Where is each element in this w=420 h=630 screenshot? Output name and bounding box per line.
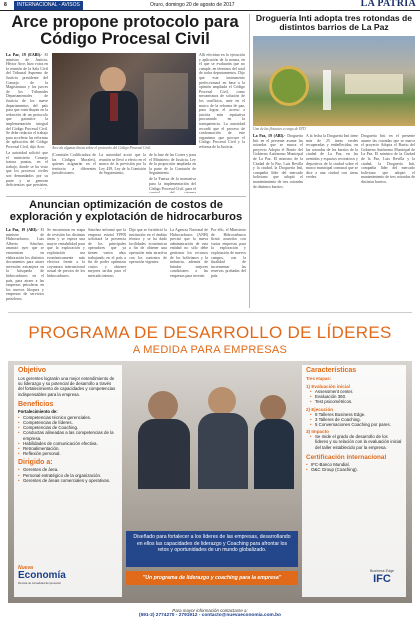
list-item: • Gerentes de áreas comerciales y operativas. xyxy=(18,478,118,483)
ad-title: PROGRAMA DE DESARROLLO DE LÍDERES xyxy=(28,323,392,342)
list-item: • 3 Talleres de Coaching. xyxy=(310,417,402,422)
contact-line[interactable]: (591-2) 2774270 - 2791912 - contacto@nuevaeconomia.com.bo xyxy=(139,613,281,618)
certificacion-heading: Certificación internacional xyxy=(306,453,387,461)
dirigido-heading: Dirigido a: xyxy=(18,459,53,467)
story2-headline: Droguería Inti adopta tres rotondas de distintos barrios de La Paz xyxy=(255,13,413,33)
list-item: • 5 Conversaciones Coaching por pares. xyxy=(310,422,402,427)
contact-intro: Para mayor información contactarse a: xyxy=(172,608,248,613)
story1-source: La Paz, 19 (EABI).- xyxy=(6,53,43,57)
ifc-logo: Business Edge IFC xyxy=(370,569,394,585)
story3-col6: Por ello, el Ministerio de Hidrocarburos firmó acuerdos con varias empresas para la exploración y explotación de nuevos campos, con la finalidad de incrementar las reservas probadas del país. xyxy=(211,228,246,278)
person-head-shape xyxy=(100,67,126,93)
story3-col5: La Agencia Nacional de Hidrocarburos (ANH) precisó que la nueva administración de esta entidad no sólo debe gestionar los recursos de los bolivianos y la industria, además de brindar mejores condiciones a las empresas para invertir. xyxy=(170,228,208,278)
list-item: • Conductas alineadas a las competencias de la empresa. xyxy=(18,430,118,440)
leadership-program-ad xyxy=(8,312,412,630)
list-item: • Habilidades de comunicación efectiva. xyxy=(18,441,118,446)
objetivo-text: Los gerentes lograrán una mejor entendimiento de su liderazgo y su potencial de desarrollo a través del fortalecimiento de capacidades y competencias indispensables para la empresa. xyxy=(18,376,116,397)
list-item: • Reflexión personal. xyxy=(18,451,118,456)
list-item: • Test psicométricos. xyxy=(310,399,402,404)
rotonda-shape xyxy=(269,66,309,106)
story1-col1: La Paz, 19 (EABI).- El ministro de Justicia, Héctor Arce, hizo votos en la reunión de la Sala Civil del Tribunal Supremo de Justicia presidente del Consejo de la Magistratura y los jueces de los Tribunales Departamentales de Justicia de los nueve departamentos del país para que contribuyan en la redacción de un protocolo que garantice la implementación integral del Código Procesal Civil. Se debe redactar el trabajo para accelerar las reformas de aplicación del Código Procesal Civil, dijo Arce. La autoridad solicitó que el ministerio Consejo tratara puntos, en el trabajo, donde se ha visto que los procesos civiles son demandados por su parte y se generan deficiencias que persisten, xyxy=(6,53,48,188)
list-item: • Gerentes de área. xyxy=(18,467,118,472)
divider xyxy=(6,196,246,197)
beneficios-list xyxy=(18,415,118,457)
story2-col1: La Paz, 19 (ABI).- Droguería Inti en el presente asume las rotondas que se marca el proyecto Adopta el Barrio del Gobierno Autónomo Municipal de La Paz. El ministro de la Ciudad de la Paz, Luis Revilla y la ciudad, la Droguería Inti, compañía líder del mercado boliviano que adoptó el mantenimiento de tres rotondas de distintos barrios. xyxy=(253,134,303,189)
list-item: • O&C Group (Coaching). xyxy=(306,467,402,472)
story3-col3: Sánchez informó que la empresa estatal YPFB solicitará la presencia de los principales operadores que ya tienen varios años trabajando en el país a fin de poder optimizar costos y obtener mejores tarifas para el mercado interno. xyxy=(88,228,126,278)
stage-heading: 3) Impacto xyxy=(306,429,329,435)
dirigido-list xyxy=(18,467,118,483)
story1-caption: Arce da algunas líneas sobre el protocolo del Código Procesal Civil. xyxy=(52,146,151,150)
story1-col4: La autoridad acotó que la reunión se llevó a efecto en el marco de la previsión por la Ley 439, Ley de la Comisión de Seguimiento, xyxy=(99,153,146,176)
beneficios-sub: Fortalecimiento de: xyxy=(18,408,58,414)
story2-photo xyxy=(253,36,415,126)
newspaper-logo: LA PATRIA xyxy=(360,0,416,9)
page-header xyxy=(0,0,420,11)
ad-subtitle: A MEDIDA PARA EMPRESAS xyxy=(132,344,288,356)
story1-headline: Arce propone protocolo para Código Procesal Civil xyxy=(11,13,239,49)
certificacion-list xyxy=(306,462,402,472)
ad-right-panel xyxy=(302,365,406,597)
person-suit-shape xyxy=(254,419,294,489)
ad-slogan: "Un programa de liderazgo y coaching para la empresa" xyxy=(126,571,298,585)
list-item: • Competencias técnico gerenciales. xyxy=(18,415,118,420)
list-item: • Competencias de líderes. xyxy=(18,420,118,425)
story3-source: La Paz, 19 (ABI).- xyxy=(6,228,39,232)
story1-col3: (Comisión Codificadora de las Códigos Morales), quienes asignarán en el territorio a diferentes jurisdicciones. xyxy=(52,153,96,176)
story2-source: La Paz, 19 (ABI).- xyxy=(253,134,286,138)
person-suit-shape xyxy=(198,413,248,489)
objetivo-heading: Objetivo xyxy=(18,367,47,374)
section-label: INTERNACIONAL - AVISOS xyxy=(14,1,83,10)
nueva-economia-logo: Nueva Economía Revista de Actualidad Empresarial xyxy=(18,565,66,585)
list-item: • Competencias de Coaching. xyxy=(18,425,118,430)
person-head-shape xyxy=(260,395,286,421)
story3-headline: Anuncian optimización de costos de exploración y explotación de hidrocarburos xyxy=(9,199,243,223)
story1-col5: Allí efectúan en la ejecución y aplicación de la norma, en el que se evaluarán que no cumple, en términos del total de todos departamentos. Dijo que este instrumento perfeccionará en base a la opinión ampliada el Código Procesal Civil, como mecanismos de solución de los conflictos, ante en el marco de la reforma de paz, para lograr el acceso a justicia más equitativa procurando en la transparencia. La autoridad recordó que el proceso de conformación de este organismo que procure el Código Procesal Civil y la reforma de la Justicia. xyxy=(199,53,245,149)
list-item: • Evaluación 360. xyxy=(310,394,402,399)
list-item: • Assessment center. xyxy=(310,389,402,394)
ad-left-panel xyxy=(14,365,122,597)
ad-photo xyxy=(8,361,412,603)
ad-center-box: Diseñado para fortalecer a los líderes de las empresas, desarrollando en ellos las capacidades de liderazgo y Coaching para afrontar los retos y oportunidades de un mundo globalizado. xyxy=(126,531,298,567)
story3-col2: Se encuentran en etapa de revisión las distintas áreas y se espera una mayor rentabilidad para que la exploración y explotación sea económicamente más efectiva frente a la coyuntura internacional actual de precios de los hidrocarburos. xyxy=(47,228,85,278)
flag-pole-shape xyxy=(323,70,331,110)
person-suit-shape xyxy=(138,419,190,489)
beneficios-heading: Beneficios xyxy=(18,400,54,408)
ad-footer xyxy=(8,603,412,630)
story3-col4: Dijo que se fortaleció la institución en el ámbito técnico y se ha dado facilidades económicas a fin de obtener una operación más atractiva con los contratos de operación vigentes. xyxy=(129,228,167,265)
list-item: • Personal estratégico de la organización. xyxy=(18,473,118,478)
stage-list xyxy=(310,434,402,450)
story3-col1: La Paz, 19 (ABI).- El ministro de Hidrocarburos, Luis Alberto Sánchez, anunció ayer que se encuentran en elaboración los distintos documentos para atraer inversión extranjera en la búsqueda de hidrocarburos en el país, para atraer a las empresas petroleras en los nuevos bloques y empresas de servicios petroleros. xyxy=(6,228,44,301)
banner-shape xyxy=(345,74,403,94)
page-number: 8 xyxy=(4,2,7,8)
story1-photo xyxy=(52,53,196,145)
story1-col4b: de la fase de las Cortes y para el Ministerio de Justicia, Ley de la proporción ampliada en la parte de la Comisión de Seguimiento. de la Fuerza de la normativa para la implementación del Código Procesal Civil, para el xyxy=(149,153,196,191)
list-item: • 8 Talleres Business Edge. xyxy=(310,412,402,417)
stage-list xyxy=(310,412,402,428)
person-head-shape xyxy=(148,391,178,421)
stage-heading: 2) Ejecución xyxy=(306,406,334,412)
person-head-shape xyxy=(208,387,236,415)
story2-caption: Una de las flotantes a cargo de INTI xyxy=(253,127,306,131)
column-divider xyxy=(249,14,250,308)
story2-col2: A la fecha la Droguería Inti tiene más de 25 áreas verdes recuperadas y embellecidas, en las rotondas de los barrios de la ciudad de La Paz, en las avenidas y espacios recreativos y deportivos de la ciudad sobre el marco municipal comunal que se dice a una ciudad con áreas verdes. xyxy=(306,134,358,180)
stage-heading: 1) Evaluación inicial xyxy=(306,384,350,389)
list-item: • Se mide el grado de desarrollo de los líderes y su relación con la evaluación inicial del taller establecido por la empresa. xyxy=(310,434,402,450)
tie-shape xyxy=(110,93,118,121)
story2-col3: Droguería Inti en el presente asume las rotondas que se marca el proyecto Adopta el Barrio del Gobierno Autónomo Municipal de La Paz. El ministro de la Ciudad de la Paz, Luis Revilla y la ciudad, la Droguería Inti, compañía líder del mercado boliviano que adoptó el mantenimiento de tres rotondas de distintos barrios. xyxy=(361,134,415,184)
list-item: • Retroalimentación. xyxy=(18,446,118,451)
caracteristicas-sub: Tres etapas: xyxy=(306,376,332,381)
list-item: • IFC-Banco Mundial. xyxy=(306,462,402,467)
background-panel xyxy=(144,73,188,129)
caracteristicas-heading: Características xyxy=(306,367,357,374)
edition-date: Oruro, domingo 20 de agosto de 2017 xyxy=(150,2,235,8)
stage-list xyxy=(310,389,402,405)
